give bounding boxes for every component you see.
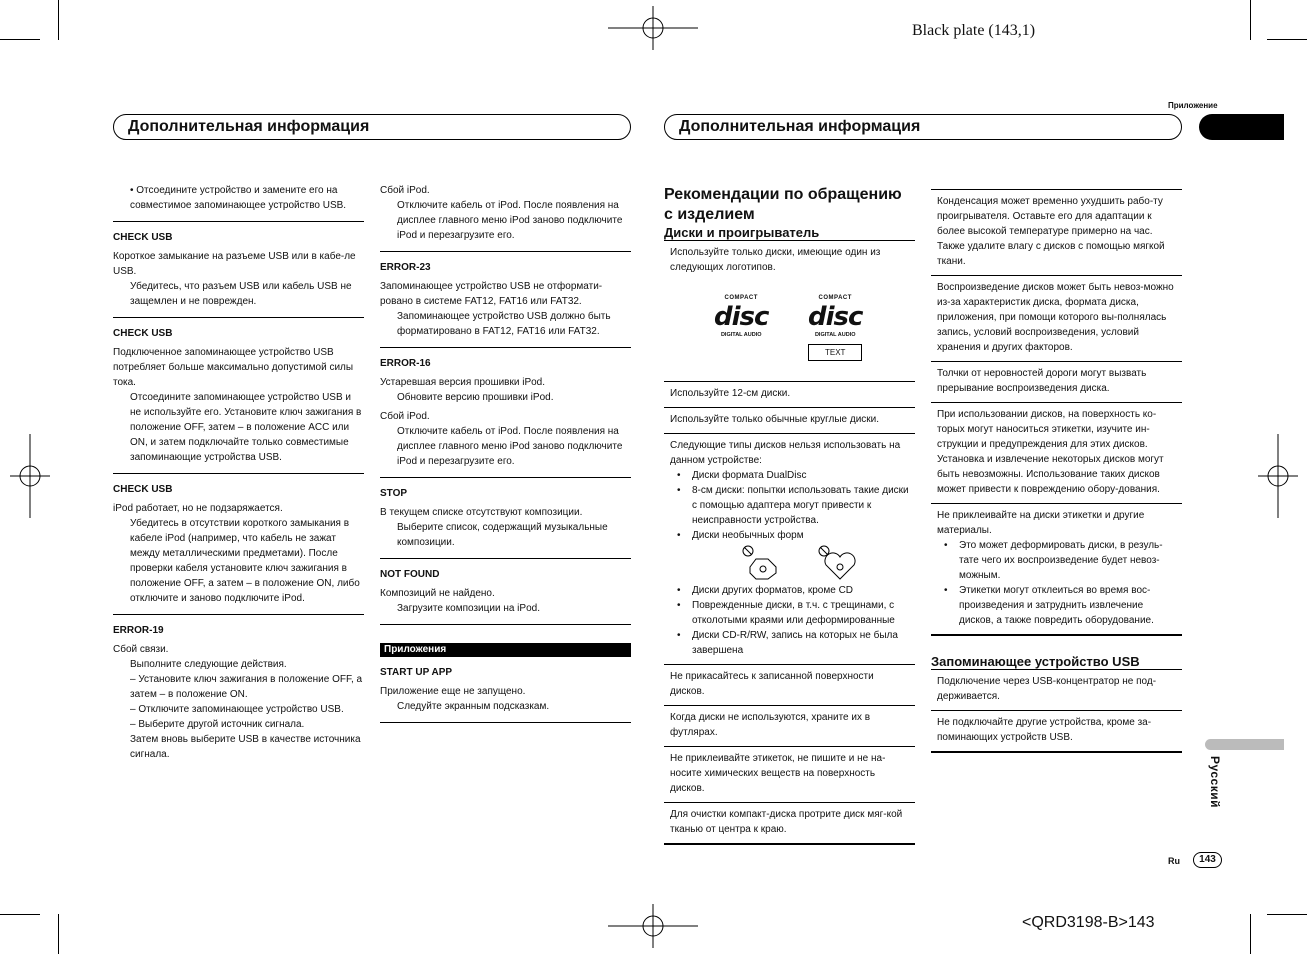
advice-text: Не приклеивайте этикеток, не пишите и не на-носите химических веществ на поверхность дисков. xyxy=(670,753,886,794)
advice-item xyxy=(931,503,1182,635)
advice-item xyxy=(931,361,1182,402)
logo-compact: COMPACT xyxy=(818,295,852,301)
advice-text: При использовании дисков, на поверхность ко-торых могут наноситься этикетки, изучите ин-струкции и предупреждения для этих дисков. Установка и извлечение некоторых дисков могут быть невозможны. Использование таких дисков может привести к повреждению обору-дования. xyxy=(937,409,1164,495)
cd-text-logo xyxy=(808,291,862,361)
crop-mark xyxy=(58,0,59,40)
error-action: – Отключите запоминающее устройство USB. xyxy=(130,704,344,715)
advice-text: Конденсация может временно ухудшить рабо-ту проигрывателя. Оставьте его для адаптации к более высокой температуре примерно на час. Также удалите влагу с дисков с помощью мягкой ткани. xyxy=(937,196,1165,267)
error-cause: Сбой iPod. xyxy=(380,411,430,422)
advice-item xyxy=(664,746,915,802)
prohibited-heart-disc-icon xyxy=(818,545,858,581)
appendix-bar: Приложения xyxy=(380,643,631,657)
advice-text: Подключение через USB-концентратор не под-держивается. xyxy=(937,676,1157,702)
list-item: • Диски формата DualDisc xyxy=(692,468,909,483)
crop-mark xyxy=(1267,39,1307,40)
error-action: Отключите кабель от iPod. После появления на дисплее главного меню iPod заново подключите iPod и перезагрузите его. xyxy=(397,200,623,241)
subsection-title: Диски и проигрыватель xyxy=(664,225,820,240)
error-action: Обновите версию прошивки iPod. xyxy=(397,392,554,403)
advice-item xyxy=(931,275,1182,361)
list-item: • Диски необычных форм xyxy=(692,528,909,543)
disc-logos xyxy=(670,275,909,375)
logo-digital-audio: DIGITAL AUDIO xyxy=(814,332,856,338)
error-title: START UP APP xyxy=(380,667,453,678)
error-cause: Запоминающее устройство USB не отформати-ровано в системе FAT12, FAT16 или FAT32. xyxy=(380,281,603,307)
disc-advice-list-2 xyxy=(931,189,1182,636)
header-left: Дополнительная информация xyxy=(113,114,631,140)
error-cause: Сбой iPod. xyxy=(380,185,430,196)
disc-advice-list xyxy=(664,240,915,845)
prohibited-octagon-disc-icon xyxy=(742,545,782,581)
divider xyxy=(380,558,631,559)
divider xyxy=(113,614,364,615)
error-action: Затем вновь выберите USB в качестве источника сигнала. xyxy=(130,734,361,760)
error-action: Выберите список, содержащий музыкальные композиции. xyxy=(397,522,608,548)
error-cause: Устаревшая версия прошивки iPod. xyxy=(380,377,546,388)
odd-shape-discs xyxy=(670,545,909,581)
advice-text: Воспроизведение дисков может быть невоз-можно из-за характеристик диска, формата диска, приложения, при помощи которого вы-полнялась запись, условий воспроизведения, условий хранения и других факторов. xyxy=(937,282,1174,353)
error-cause: Сбой связи. xyxy=(113,644,169,655)
advice-item xyxy=(931,189,1182,275)
usb-section-title: Запоминающее устройство USB xyxy=(931,654,1140,669)
divider xyxy=(113,317,364,318)
page-lang: Ru xyxy=(1168,856,1180,866)
crop-mark xyxy=(1267,914,1307,915)
header-right: Дополнительная информация xyxy=(664,114,1182,140)
error-cause: Подключенное запоминающее устройство USB потребляет больше максимально допустимой силы тока. xyxy=(113,347,354,388)
list-item: • 8-см диски: попытки использовать такие диски с помощью адаптера могут привести к неисправности устройства. xyxy=(692,483,909,528)
error-action: Отключите кабель от iPod. После появления на дисплее главного меню iPod заново подключите iPod и перезагрузите его. xyxy=(397,426,623,467)
advice-text: Не прикасайтесь к записанной поверхности дисков. xyxy=(670,671,874,697)
advice-item xyxy=(664,802,915,844)
advice-item xyxy=(931,669,1182,710)
error-title: ERROR-16 xyxy=(380,358,431,369)
advice-item xyxy=(931,710,1182,752)
advice-text: Толчки от неровностей дороги могут вызвать прерывание воспроизведения диска. xyxy=(937,368,1147,394)
error-action: Следуйте экранным подсказкам. xyxy=(397,701,550,712)
divider xyxy=(380,722,631,723)
crop-mark xyxy=(0,914,40,915)
registration-mark-left-icon xyxy=(10,434,50,518)
section-tab xyxy=(1199,114,1284,140)
advice-text: Используйте только диски, имеющие один из следующих логотипов. xyxy=(670,247,881,273)
error-action: – Выберите другой источник сигнала. xyxy=(130,719,305,730)
advice-item xyxy=(931,402,1182,503)
logo-disc: disc xyxy=(714,302,769,332)
divider xyxy=(113,221,364,222)
divider xyxy=(113,473,364,474)
advice-item xyxy=(664,433,915,664)
error-action: Запоминающее устройство USB должно быть форматировано в FAT12, FAT16 или FAT32. xyxy=(397,311,611,337)
registration-mark-top-icon xyxy=(608,6,698,50)
advice-text: Используйте только обычные круглые диски. xyxy=(670,414,880,425)
advice-item xyxy=(664,407,915,433)
error-action: Выполните следующие действия. xyxy=(130,659,287,670)
section-label: Приложение xyxy=(1168,101,1218,110)
error-title: ERROR-23 xyxy=(380,262,431,273)
error-cause: В текущем списке отсутствуют композиции. xyxy=(380,507,583,518)
error-title: CHECK USB xyxy=(113,232,173,243)
list-item: • Это может деформировать диски, в резуль-тате чего их воспроизведение будет невоз-можным. xyxy=(959,538,1176,583)
error-action: Отсоедините запоминающее устройство USB и не используйте его. Установите ключ зажигания в положение OFF, затем – в положение ACC или ON, и затем подключайте только совместимые запоминающие устройства USB. xyxy=(130,392,362,463)
advice-text: Когда диски не используются, храните их в футлярах. xyxy=(670,712,871,738)
intro-bullet: • Отсоедините устройство и замените его на совместимое запоминающее устройство USB. xyxy=(130,185,347,211)
list-item: • Этикетки могут отклеиться во время вос-произведения и затруднить извлечение дисков, а также повредить оборудование. xyxy=(959,583,1176,628)
section-title: Рекомендации по обращению с изделием xyxy=(664,186,902,223)
column-1 xyxy=(113,183,364,762)
advice-text: Следующие типы дисков нельзя использовать на данном устройстве: xyxy=(670,440,901,466)
crop-mark xyxy=(0,39,40,40)
advice-item xyxy=(664,705,915,746)
error-action: Убедитесь, что разъем USB или кабель USB не защемлен и не поврежден. xyxy=(130,281,352,307)
column-3 xyxy=(664,185,915,845)
logo-digital-audio: DIGITAL AUDIO xyxy=(720,332,762,338)
error-cause: iPod работает, но не подзаряжается. xyxy=(113,503,283,514)
divider xyxy=(380,251,631,252)
column-4 xyxy=(931,189,1182,753)
advice-text: Не подключайте другие устройства, кроме за-поминающих устройств USB. xyxy=(937,717,1152,743)
error-title: STOP xyxy=(380,488,408,499)
list-item: • Диски CD-R/RW, запись на которых не была завершена xyxy=(692,628,909,658)
registration-mark-bottom-icon xyxy=(608,904,698,948)
plate-label: Black plate (143,1) xyxy=(912,22,1036,39)
error-cause: Короткое замыкание на разъеме USB или в кабе-ле USB. xyxy=(113,251,356,277)
divider xyxy=(380,624,631,625)
registration-mark-right-icon xyxy=(1258,434,1298,518)
error-title: NOT FOUND xyxy=(380,569,440,580)
logo-compact: COMPACT xyxy=(724,295,758,301)
advice-item xyxy=(664,664,915,705)
error-action: Убедитесь в отсутствии короткого замыкания в кабеле iPod (например, что кабель не зажат между металлическими предметами). После проверки кабеля установите ключ зажигания в положение OFF, а затем – в положение ON, либо отключите и заново подключите iPod. xyxy=(130,518,360,604)
error-cause: Приложение еще не запущено. xyxy=(380,686,526,697)
advice-text: Используйте 12-см диски. xyxy=(670,388,791,399)
advice-text: Не приклеивайте на диски этикетки и другие материалы. xyxy=(937,510,1145,536)
logo-disc: disc xyxy=(808,302,863,332)
compact-disc-logo xyxy=(714,291,768,343)
usb-advice-list xyxy=(931,669,1182,753)
error-cause: Композиций не найдено. xyxy=(380,588,495,599)
error-title: CHECK USB xyxy=(113,328,173,339)
crop-mark xyxy=(1250,914,1251,954)
language-tab-bar xyxy=(1205,739,1284,750)
error-action: – Установите ключ зажигания в положение OFF, а затем – в положение ON. xyxy=(130,674,363,700)
advice-item xyxy=(664,240,915,381)
divider xyxy=(380,347,631,348)
footer-code: <QRD3198-B>143 xyxy=(1022,914,1155,931)
advice-text: Для очистки компакт-диска протрите диск мяг-кой тканью от центра к краю. xyxy=(670,809,903,835)
error-title: CHECK USB xyxy=(113,484,173,495)
crop-mark xyxy=(1250,0,1251,40)
language-tab-label: Русский xyxy=(1208,756,1222,808)
error-title: ERROR-19 xyxy=(113,625,164,636)
page-number: 143 xyxy=(1193,852,1222,868)
divider xyxy=(380,477,631,478)
crop-mark xyxy=(58,914,59,954)
logo-text: TEXT xyxy=(808,344,862,361)
column-2 xyxy=(380,183,631,731)
list-item: • Поврежденные диски, в т.ч. с трещинами, с отколотыми краями или деформированные xyxy=(692,598,909,628)
list-item: • Диски других форматов, кроме CD xyxy=(692,583,909,598)
advice-item xyxy=(664,381,915,407)
error-action: Загрузите композиции на iPod. xyxy=(397,603,540,614)
